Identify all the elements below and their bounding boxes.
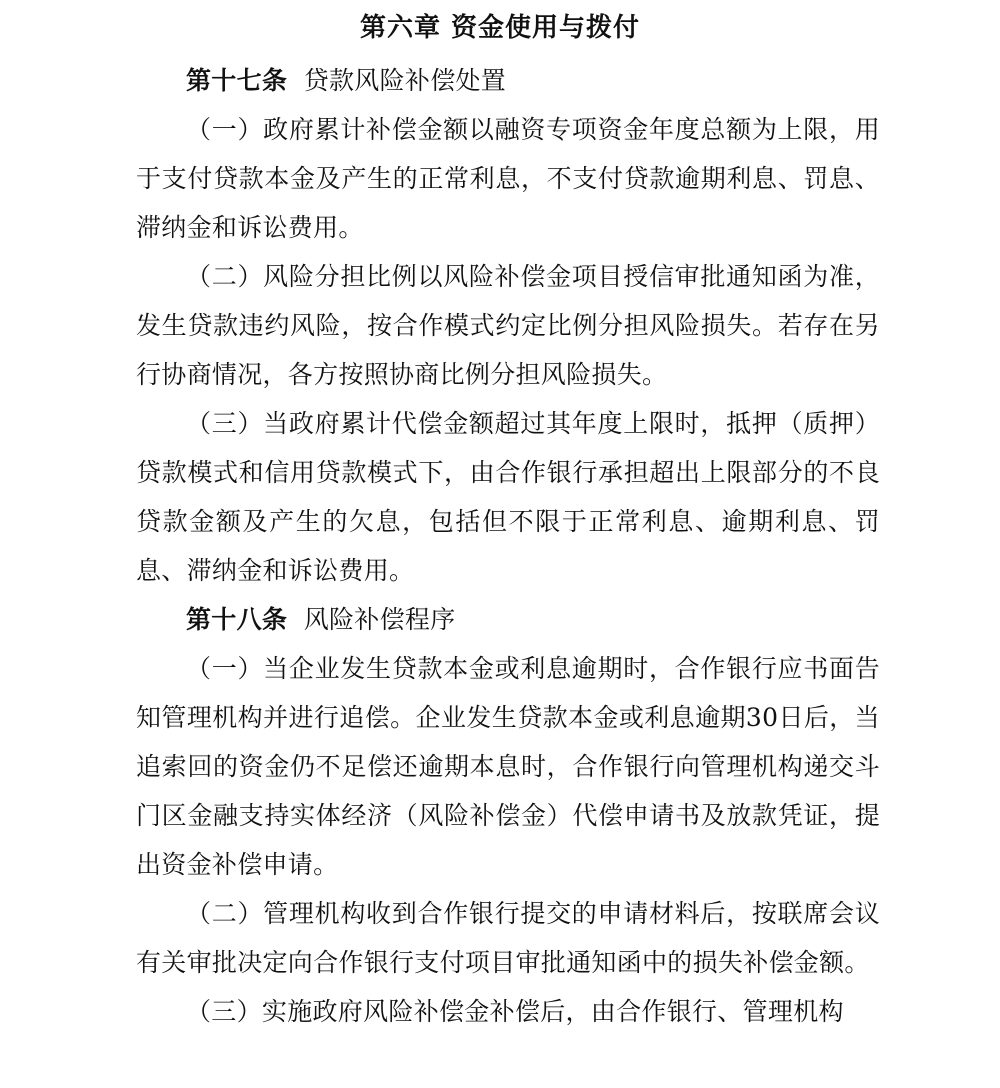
article-heading: [136, 56, 880, 105]
paragraph: （三）当政府累计代偿金额超过其年度上限时，抵押（质押）贷款模式和信用贷款模式下，由合作银行承担超出上限部分的不良贷款金额及产生的欠息，包括但不限于正常利息、逾期利息、罚息、滞纳金和诉讼费用。: [136, 409, 880, 585]
paragraph: （二）管理机构收到合作银行提交的申请材料后，按联席会议有关审批决定向合作银行支付项目审批通知函中的损失补偿金额。: [136, 899, 880, 977]
article-heading: [136, 595, 880, 644]
article-title: 风险补偿程序: [303, 605, 456, 634]
chapter-title: 第六章 资金使用与拨付: [359, 13, 641, 43]
article-number: 第十七条: [186, 66, 288, 95]
article-title: 贷款风险补偿处置: [303, 66, 507, 95]
paragraph: （三）实施政府风险补偿金补偿后，由合作银行、管理机构: [186, 997, 844, 1026]
paragraph: （二）风险分担比例以风险补偿金项目授信审批通知函为准，发生贷款违约风险，按合作模式约定比例分担风险损失。若存在另行协商情况，各方按照协商比例分担风险损失。: [136, 262, 880, 389]
paragraph: （一）当企业发生贷款本金或利息逾期时，合作银行应书面告知管理机构并进行追偿。企业发生贷款本金或利息逾期30日后，当追索回的资金仍不足偿还逾期本息时，合作银行向管理机构递交斗门区金融支持实体经济（风险补偿金）代偿申请书及放款凭证，提出资金补偿申请。: [136, 654, 880, 879]
article-number: 第十八条: [186, 605, 288, 634]
document-body: [136, 56, 880, 1036]
paragraph: （一）政府累计补偿金额以融资专项资金年度总额为上限，用于支付贷款本金及产生的正常利息，不支付贷款逾期利息、罚息、滞纳金和诉讼费用。: [136, 115, 880, 242]
